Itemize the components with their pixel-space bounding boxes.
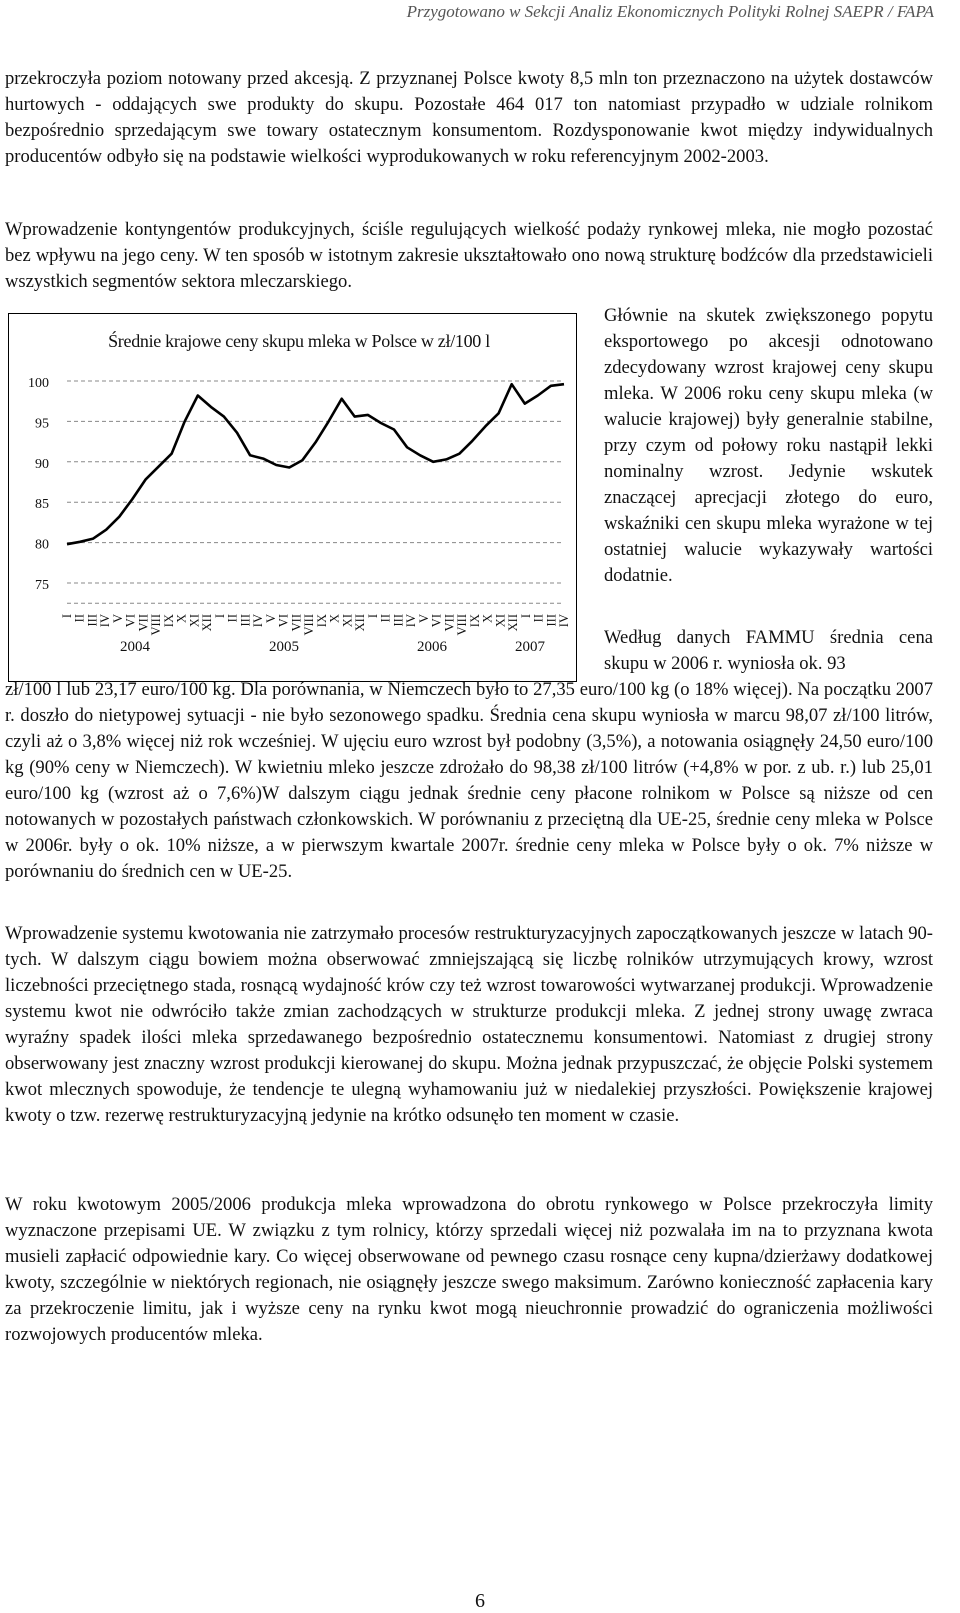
- x-tick-label: XII: [506, 614, 520, 632]
- paragraph-quota-year: W roku kwotowym 2005/2006 produkcja mleka wprowadzona do obrotu rynkowego w Polsce przekroczyła limity wyznaczone przepisami UE. W związku z tym rolnicy, którzy sprzedali więcej niż pozwalała im na to przyznana kwota musieli zapłacić odpowiednie kary. Co więcej obserwowane od pewnego czasu rosnące ceny kupna/dzierżawy dodatkowej kwoty, szczególnie w niektórych regionach, nie osiągnęły jeszcze swego maksimum. Zarówno konieczność zapłacenia kary za przekroczenie limitu, jak i wyższe ceny na rynku kwot mogą nieuchronnie prowadzić do ograniczenia możliwości rozwojowych producentów mleka.: [5, 1194, 933, 1345]
- chart-title: Średnie krajowe ceny skupu mleka w Polsce w zł/100 l: [108, 331, 490, 351]
- y-tick-label: 75: [35, 578, 49, 593]
- y-tick-label: 90: [35, 456, 49, 472]
- chart-plot: [9, 314, 578, 683]
- x-tick-label: I: [518, 614, 533, 619]
- paragraph-fammu-start: Według danych FAMMU średnia cena skupu w 2006 r. wyniosła ok. 93: [604, 627, 933, 674]
- year-label: 2006: [417, 639, 447, 655]
- x-tick-label: V: [111, 614, 125, 624]
- x-tick-label: III: [85, 614, 100, 627]
- y-tick-label: 85: [35, 497, 49, 513]
- paragraph-production-quotas: Wprowadzenie kontyngentów produkcyjnych, ściśle regulujących wielkość podaży rynkowej mleka, nie mogło pozostać bez wpływu na jego ceny. W ten sposób w istotnym zakresie ukształtowało ono nową strukturę bodźców dla przedstawicieli wszystkich segmentów sektora mleczarskiego.: [5, 219, 933, 292]
- x-tick-label: V: [263, 614, 278, 624]
- x-tick-label: X: [327, 614, 342, 624]
- paragraph-fammu-rest: zł/100 l lub 23,17 euro/100 kg. Dla porównania, w Niemczech było to 27,35 euro/100 kg (o 18% więcej). Na początku 2007 r. doszło do nietypowej sytuacji - nie było sezonowego spadku. Średnia cena skupu wyniosła w marcu 98,07 zł/100 litrów, czyli aż o 3,8% więcej niż rok wcześniej. W ujęciu euro wzrost był podobny (3,5%), a notowania osiągnęły 24,50 euro/100 kg (90% ceny w Niemczech). W kwietniu mleko jeszcze zdrożało do 98,38 zł/100 litrów (+4,8% w por. z ub. r.) lub 25,01 euro/100 kg (wzrost aż o 7,6%)W dalszym ciągu jednak średnie ceny płacone rolnikom w Polsce są niższe od cen notowanych w pozostałych państwach członkowskich. W porównaniu z przeciętną dla UE-25, średnie ceny mleka w Polsce w 2006r. były o ok. 10% niższe, a w pierwszym kwartale 2007r. średnie ceny mleka w Polsce były o ok. 7% niższe w porównaniu do średnich cen w UE-25.: [5, 679, 933, 882]
- x-tick-label: X: [174, 614, 189, 624]
- x-tick-label: IV: [404, 614, 419, 628]
- x-tick-label: II: [531, 614, 546, 623]
- year-label: 2004: [120, 639, 150, 655]
- y-tick-label: 95: [35, 416, 49, 432]
- paragraph-export-demand: Głównie na skutek zwiększonego popytu eksportowego po akcesji odnotowano zdecydowany wzrost krajowej ceny skupu mleka. W 2006 roku ceny skupu mleka (w walucie krajowej) były generalnie stabilne, przy czym od połowy roku nastąpił lekki nominalny wzrost. Jedynie wskutek znaczącej aprecjacji złotego do euro, wskaźniki cen skupu mleka wyrażone w tej ostatniej walucie wykazywały wartości dodatnie.: [604, 305, 933, 586]
- y-tick-label: 100: [28, 376, 49, 391]
- y-tick-label: 80: [35, 537, 49, 553]
- x-tick-label: XI: [187, 614, 202, 628]
- x-tick-label: XII: [353, 614, 368, 632]
- page-number: 6: [475, 1590, 485, 1612]
- page-header: Przygotowano w Sekcji Analiz Ekonomicznych Polityki Rolnej SAEPR / FAPA: [406, 2, 934, 21]
- x-tick-label: IX: [161, 614, 176, 628]
- x-tick-label: II: [72, 614, 87, 623]
- year-label: 2007: [515, 639, 545, 655]
- x-tick-label: IV: [251, 614, 266, 628]
- x-tick-label: IX: [314, 614, 329, 628]
- x-tick-label: VIII: [455, 614, 470, 636]
- paragraph-restructuring: Wprowadzenie systemu kwotowania nie zatrzymało procesów restrukturyzacyjnych zapoczątkowanych jeszcze w latach 90-tych. W dalszym ciągu bowiem można obserwować zmniejszającą się liczbę rolników utrzymujących krowy, wzrost liczebności przeciętnego stada, rosnącą wydajność krów czy też wzrost towarowości wytwarzanej produkcji. Wprowadzenie systemu kwot nie odwróciło także zmian zachodzących w strukturze produkcji mleka. Z jednej strony uwagę zwraca wyraźny spadek ilości mleka sprzedawanego bezpośrednio ostatecznemu konsumentowi. Natomiast z drugiej strony obserwowany jest znaczny wzrost produkcji kierowanej do skupu. Można jednak przypuszczać, że objęcie Polski systemem kwot mlecznych spowoduje, że tendencje te ulegną wyhamowaniu już w niedalekiej przyszłości. Powiększenie krajowej kwoty o tzw. rezerwę restrukturyzacyjną jedynie na krótko odsunęło ten moment w czasie.: [5, 923, 933, 1126]
- x-tick-label: VII: [136, 614, 151, 632]
- x-tick-label: X: [480, 614, 495, 624]
- x-tick-label: I: [60, 614, 74, 619]
- x-tick-label: V: [416, 614, 431, 624]
- x-tick-label: VIII: [149, 614, 164, 636]
- x-tick-label: IV: [98, 614, 113, 628]
- year-label: 2005: [269, 639, 299, 655]
- x-tick-label: VI: [429, 614, 444, 628]
- x-tick-label: IV: [557, 614, 571, 628]
- x-tick-label: III: [544, 614, 559, 627]
- x-tick-label: II: [378, 614, 393, 623]
- series-line: [67, 384, 564, 544]
- x-tick-label: XI: [493, 614, 508, 628]
- x-tick-label: II: [225, 614, 240, 623]
- x-tick-label: VII: [442, 614, 457, 632]
- x-tick-label: VIII: [302, 614, 317, 636]
- x-tick-label: VI: [276, 614, 291, 628]
- x-tick-label: III: [238, 614, 253, 627]
- x-tick-label: VII: [289, 614, 304, 632]
- x-tick-label: III: [391, 614, 406, 627]
- x-tick-label: XI: [340, 614, 355, 628]
- milk-price-chart: [8, 313, 577, 682]
- paragraph-quota-allocation: przekroczyła poziom notowany przed akcesją. Z przyznanej Polsce kwoty 8,5 mln ton przeznaczono na użytek dostawców hurtowych - oddających swe produkty do skupu. Pozostałe 464 017 ton natomiast przypadło w udziale rolnikom bezpośrednio sprzedającym swe towary ostatecznym konsumentom. Rozdysponowanie kwot między indywidualnych producentów odbyło się na podstawie wielkości wyprodukowanych w roku referencyjnym 2002-2003.: [5, 68, 933, 167]
- x-tick-label: VI: [123, 614, 138, 628]
- x-tick-label: I: [365, 614, 380, 619]
- x-tick-label: I: [212, 614, 227, 619]
- x-tick-label: IX: [467, 614, 482, 628]
- x-tick-label: XII: [200, 614, 215, 632]
